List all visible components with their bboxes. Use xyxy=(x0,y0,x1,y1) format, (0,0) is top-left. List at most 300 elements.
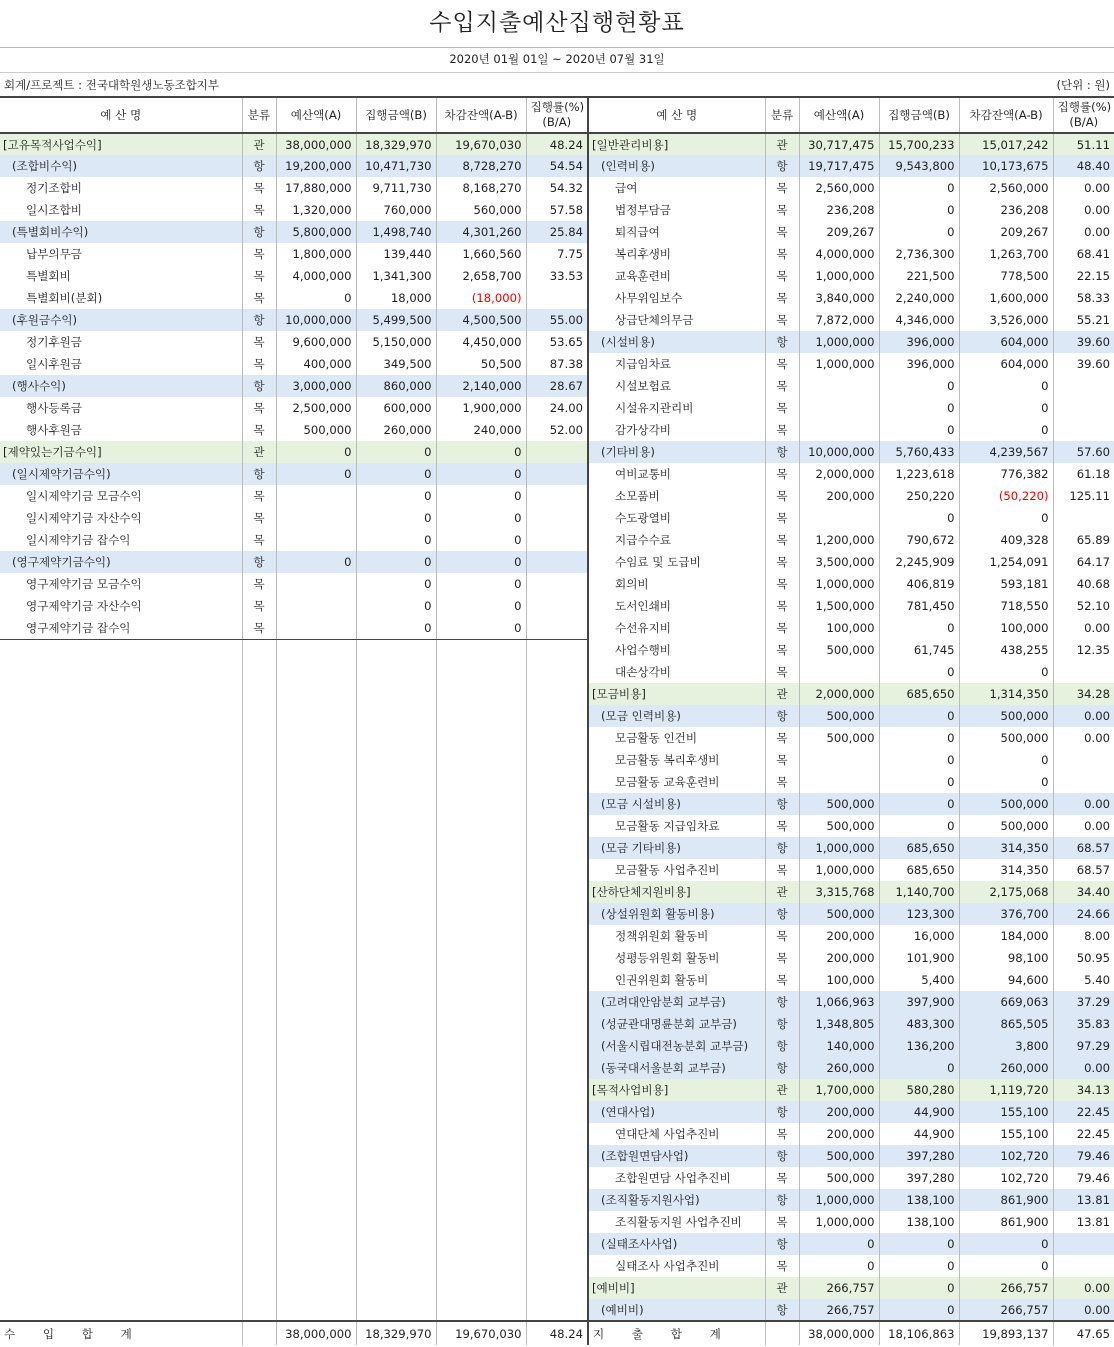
expense-spent: 397,900 xyxy=(879,991,959,1013)
income-budget: 400,000 xyxy=(276,353,356,375)
expense-balance: 593,181 xyxy=(959,573,1053,595)
income-empty-cell xyxy=(356,925,436,947)
expense-budget xyxy=(799,419,879,441)
income-type: 목 xyxy=(242,573,276,595)
table-row xyxy=(0,859,1114,881)
expense-rate xyxy=(1053,771,1114,793)
income-empty-cell xyxy=(242,1145,276,1167)
expense-balance: 778,500 xyxy=(959,265,1053,287)
income-empty-cell xyxy=(242,1035,276,1057)
expense-balance: 98,100 xyxy=(959,947,1053,969)
expense-type: 목 xyxy=(765,639,799,661)
expense-balance: 718,550 xyxy=(959,595,1053,617)
expense-type: 목 xyxy=(765,925,799,947)
expense-budget xyxy=(799,661,879,683)
income-type: 목 xyxy=(242,485,276,507)
income-spent: 0 xyxy=(356,529,436,551)
income-name: [제약있는기금수익] xyxy=(0,441,242,463)
expense-name: 감가상각비 xyxy=(588,419,765,441)
income-empty-cell xyxy=(276,925,356,947)
expense-rate: 0.00 xyxy=(1053,1277,1114,1299)
income-budget: 5,800,000 xyxy=(276,221,356,243)
table-row xyxy=(0,133,1114,155)
expense-type: 목 xyxy=(765,397,799,419)
col-header-rate xyxy=(1053,97,1114,133)
expense-name: (모금 시설비용) xyxy=(588,793,765,815)
table-row xyxy=(0,1189,1114,1211)
expense-name: 급여 xyxy=(588,177,765,199)
table-row xyxy=(0,815,1114,837)
expense-name: (동국대서울분회 교부금) xyxy=(588,1057,765,1079)
expense-name: (조직활동지원사업) xyxy=(588,1189,765,1211)
expense-name: 모금활동 사업추진비 xyxy=(588,859,765,881)
expense-name: 조직활동지원 사업추진비 xyxy=(588,1211,765,1233)
expense-name: 퇴직급여 xyxy=(588,221,765,243)
expense-name: (연대사업) xyxy=(588,1101,765,1123)
income-budget xyxy=(276,507,356,529)
expense-spent: 138,100 xyxy=(879,1211,959,1233)
income-type: 목 xyxy=(242,353,276,375)
expense-balance: 0 xyxy=(959,749,1053,771)
expense-balance: 100,000 xyxy=(959,617,1053,639)
expense-budget: 100,000 xyxy=(799,617,879,639)
expense-type: 목 xyxy=(765,463,799,485)
expense-rate: 13.81 xyxy=(1053,1211,1114,1233)
expense-budget: 200,000 xyxy=(799,485,879,507)
expense-balance: 376,700 xyxy=(959,903,1053,925)
expense-name: 수선유지비 xyxy=(588,617,765,639)
report-period: 2020년 01월 01일 ~ 2020년 07월 31일 xyxy=(449,52,665,66)
income-empty-cell xyxy=(526,661,588,683)
income-empty-cell xyxy=(356,1189,436,1211)
expense-total-balance: 19,893,137 xyxy=(959,1321,1053,1345)
expense-budget: 260,000 xyxy=(799,1057,879,1079)
income-name: 일시후원금 xyxy=(26,357,82,371)
income-empty-cell xyxy=(242,793,276,815)
expense-type: 항 xyxy=(765,331,799,353)
col-header-type: 분류 xyxy=(242,97,276,133)
expense-spent: 0 xyxy=(879,815,959,837)
income-name: 정기후원금 xyxy=(26,335,82,349)
income-balance: 4,500,500 xyxy=(436,309,526,331)
income-type: 항 xyxy=(242,309,276,331)
expense-name: (모금 인력비용) xyxy=(588,705,765,727)
income-empty-cell xyxy=(242,749,276,771)
income-empty-cell xyxy=(356,903,436,925)
expense-budget: 1,500,000 xyxy=(799,595,879,617)
expense-type: 목 xyxy=(765,815,799,837)
income-empty-cell xyxy=(0,1079,242,1101)
expense-type: 목 xyxy=(765,749,799,771)
expense-balance: 865,505 xyxy=(959,1013,1053,1035)
expense-type: 항 xyxy=(765,837,799,859)
expense-rate: 35.83 xyxy=(1053,1013,1114,1035)
expense-spent: 1,223,618 xyxy=(879,463,959,485)
expense-name: (인력비용) xyxy=(588,155,765,177)
income-rate: 55.00 xyxy=(526,309,588,331)
table-row xyxy=(0,1123,1114,1145)
income-budget xyxy=(276,595,356,617)
income-budget: 10,000,000 xyxy=(276,309,356,331)
expense-name: (고려대안암분회 교부금) xyxy=(588,991,765,1013)
income-empty-cell xyxy=(526,1035,588,1057)
income-empty-cell xyxy=(356,639,436,661)
expense-type: 목 xyxy=(765,353,799,375)
income-name: 행사등록금 xyxy=(26,401,82,415)
expense-spent: 0 xyxy=(879,1277,959,1299)
income-budget: 0 xyxy=(276,463,356,485)
expense-name: (모금 기타비용) xyxy=(588,837,765,859)
expense-balance: 0 xyxy=(959,375,1053,397)
income-budget: 3,000,000 xyxy=(276,375,356,397)
income-empty-cell xyxy=(276,1299,356,1321)
income-name: 일시제약기금 자산수익 xyxy=(26,511,142,525)
income-empty-cell xyxy=(436,793,526,815)
expense-type: 항 xyxy=(765,1035,799,1057)
expense-type: 목 xyxy=(765,551,799,573)
income-empty-cell xyxy=(276,1277,356,1299)
expense-balance: 409,328 xyxy=(959,529,1053,551)
income-empty-cell xyxy=(526,837,588,859)
income-empty-cell xyxy=(356,1035,436,1057)
table-row xyxy=(0,199,1114,221)
expense-name: 시설보험료 xyxy=(588,375,765,397)
expense-balance: 500,000 xyxy=(959,705,1053,727)
income-type: 항 xyxy=(242,155,276,177)
expense-spent: 2,736,300 xyxy=(879,243,959,265)
expense-rate: 12.35 xyxy=(1053,639,1114,661)
income-balance: 1,660,560 xyxy=(436,243,526,265)
table-row xyxy=(0,1057,1114,1079)
expense-spent: 0 xyxy=(879,793,959,815)
income-budget: 19,200,000 xyxy=(276,155,356,177)
expense-type: 목 xyxy=(765,243,799,265)
expense-budget: 0 xyxy=(799,1233,879,1255)
expense-balance: 1,600,000 xyxy=(959,287,1053,309)
expense-spent: 0 xyxy=(879,727,959,749)
expense-spent: 101,900 xyxy=(879,947,959,969)
expense-rate xyxy=(1053,1233,1114,1255)
income-budget: 4,000,000 xyxy=(276,265,356,287)
income-empty-cell xyxy=(436,903,526,925)
income-balance: 8,728,270 xyxy=(436,155,526,177)
table-row xyxy=(0,639,1114,661)
expense-budget: 1,000,000 xyxy=(799,837,879,859)
income-spent: 5,150,000 xyxy=(356,331,436,353)
income-rate xyxy=(526,529,588,551)
expense-type: 목 xyxy=(765,375,799,397)
expense-balance: 861,900 xyxy=(959,1189,1053,1211)
expense-spent: 0 xyxy=(879,1299,959,1321)
expense-rate: 57.60 xyxy=(1053,441,1114,463)
expense-budget: 500,000 xyxy=(799,727,879,749)
expense-type: 목 xyxy=(765,1255,799,1277)
expense-total-rate: 47.65 xyxy=(1053,1321,1114,1345)
income-empty-cell xyxy=(276,639,356,661)
income-type: 목 xyxy=(242,243,276,265)
table-row xyxy=(0,1079,1114,1101)
income-empty-cell xyxy=(436,1123,526,1145)
income-empty-cell xyxy=(276,1255,356,1277)
expense-balance: 0 xyxy=(959,419,1053,441)
table-row xyxy=(0,419,1114,441)
expense-name: 실태조사 사업추진비 xyxy=(588,1255,765,1277)
table-row xyxy=(0,309,1114,331)
expense-spent: 5,400 xyxy=(879,969,959,991)
expense-budget: 2,000,000 xyxy=(799,683,879,705)
expense-type: 관 xyxy=(765,133,799,155)
expense-balance: 500,000 xyxy=(959,793,1053,815)
table-row xyxy=(0,925,1114,947)
expense-balance: 3,526,000 xyxy=(959,309,1053,331)
income-empty-cell xyxy=(356,749,436,771)
expense-rate xyxy=(1053,749,1114,771)
expense-name: 조합원면담 사업추진비 xyxy=(588,1167,765,1189)
expense-spent: 123,300 xyxy=(879,903,959,925)
expense-spent: 250,220 xyxy=(879,485,959,507)
income-empty-cell xyxy=(356,1145,436,1167)
expense-rate: 0.00 xyxy=(1053,727,1114,749)
income-empty-cell xyxy=(356,705,436,727)
expense-budget xyxy=(799,507,879,529)
expense-budget: 266,757 xyxy=(799,1299,879,1321)
expense-name: [산하단체지원비용] xyxy=(588,881,765,903)
income-empty-cell xyxy=(436,749,526,771)
expense-name: 도서인쇄비 xyxy=(588,595,765,617)
income-empty-cell xyxy=(0,639,242,661)
table-row xyxy=(0,837,1114,859)
expense-type: 항 xyxy=(765,793,799,815)
expense-spent: 0 xyxy=(879,617,959,639)
income-empty-cell xyxy=(242,1299,276,1321)
expense-rate xyxy=(1053,661,1114,683)
income-empty-cell xyxy=(436,925,526,947)
expense-spent: 685,650 xyxy=(879,837,959,859)
expense-budget: 500,000 xyxy=(799,639,879,661)
report-meta xyxy=(0,72,1114,96)
income-empty-cell xyxy=(0,859,242,881)
table-row xyxy=(0,881,1114,903)
expense-rate: 37.29 xyxy=(1053,991,1114,1013)
income-empty-cell xyxy=(242,881,276,903)
expense-type: 항 xyxy=(765,1057,799,1079)
expense-spent: 136,200 xyxy=(879,1035,959,1057)
col-header-budget: 예산액(A) xyxy=(276,97,356,133)
income-empty-cell xyxy=(0,1035,242,1057)
income-empty-cell xyxy=(526,903,588,925)
table-row xyxy=(0,353,1114,375)
expense-budget: 3,315,768 xyxy=(799,881,879,903)
income-budget xyxy=(276,485,356,507)
expense-name: [모금비용] xyxy=(588,683,765,705)
expense-spent: 221,500 xyxy=(879,265,959,287)
income-name: (영구제약기금수익) xyxy=(0,551,242,573)
expense-balance: 669,063 xyxy=(959,991,1053,1013)
expense-spent: 0 xyxy=(879,419,959,441)
income-type: 목 xyxy=(242,419,276,441)
expense-balance: 2,560,000 xyxy=(959,177,1053,199)
income-empty-cell xyxy=(526,881,588,903)
expense-type: 관 xyxy=(765,1079,799,1101)
income-name: (행사수익) xyxy=(0,375,242,397)
expense-spent: 397,280 xyxy=(879,1145,959,1167)
expense-name: [일반관리비용] xyxy=(588,133,765,155)
income-spent: 0 xyxy=(356,463,436,485)
expense-budget xyxy=(799,771,879,793)
income-empty-cell xyxy=(242,1233,276,1255)
income-empty-cell xyxy=(356,1057,436,1079)
expense-budget: 140,000 xyxy=(799,1035,879,1057)
income-name: 특별회비(분회) xyxy=(26,291,103,305)
income-empty-cell xyxy=(0,991,242,1013)
income-type: 항 xyxy=(242,463,276,485)
income-type: 목 xyxy=(242,507,276,529)
income-balance: 19,670,030 xyxy=(436,133,526,155)
expense-type: 목 xyxy=(765,727,799,749)
expense-budget: 3,840,000 xyxy=(799,287,879,309)
income-empty-cell xyxy=(526,1255,588,1277)
expense-type: 목 xyxy=(765,595,799,617)
expense-rate: 0.00 xyxy=(1053,815,1114,837)
income-rate xyxy=(526,485,588,507)
expense-spent: 44,900 xyxy=(879,1123,959,1145)
expense-spent: 397,280 xyxy=(879,1167,959,1189)
header-row xyxy=(0,97,1114,133)
expense-spent: 0 xyxy=(879,397,959,419)
income-rate xyxy=(526,551,588,573)
expense-name: 법정부담금 xyxy=(588,199,765,221)
income-budget xyxy=(276,617,356,639)
income-empty-cell xyxy=(242,815,276,837)
expense-name: (기타비용) xyxy=(588,441,765,463)
unit-label: (단위 : 원) xyxy=(1056,77,1110,92)
expense-rate: 22.45 xyxy=(1053,1101,1114,1123)
expense-balance: 155,100 xyxy=(959,1123,1053,1145)
expense-budget: 2,000,000 xyxy=(799,463,879,485)
income-total-spent: 18,329,970 xyxy=(356,1321,436,1345)
table-row xyxy=(0,1035,1114,1057)
expense-balance: 861,900 xyxy=(959,1211,1053,1233)
income-spent: 0 xyxy=(356,573,436,595)
col-header-balance: 차감잔액(A-B) xyxy=(959,97,1053,133)
expense-spent: 0 xyxy=(879,661,959,683)
expense-spent: 0 xyxy=(879,705,959,727)
income-empty-cell xyxy=(0,727,242,749)
income-rate: 54.54 xyxy=(526,155,588,177)
income-empty-cell xyxy=(436,1101,526,1123)
income-name: (특별회비수익) xyxy=(0,221,242,243)
income-empty-cell xyxy=(242,903,276,925)
expense-spent: 0 xyxy=(879,221,959,243)
income-type: 목 xyxy=(242,287,276,309)
expense-budget: 1,700,000 xyxy=(799,1079,879,1101)
expense-budget: 7,872,000 xyxy=(799,309,879,331)
income-rate: 57.58 xyxy=(526,199,588,221)
expense-budget: 2,560,000 xyxy=(799,177,879,199)
expense-type: 항 xyxy=(765,1013,799,1035)
income-empty-cell xyxy=(436,1299,526,1321)
col-header-spent: 집행금액(B) xyxy=(356,97,436,133)
income-empty-cell xyxy=(356,1277,436,1299)
expense-balance: 438,255 xyxy=(959,639,1053,661)
expense-type: 관 xyxy=(765,1277,799,1299)
expense-budget: 0 xyxy=(799,1255,879,1277)
table-row xyxy=(0,1277,1114,1299)
income-empty-cell xyxy=(0,1255,242,1277)
income-rate: 28.67 xyxy=(526,375,588,397)
expense-name: 모금활동 교육훈련비 xyxy=(588,771,765,793)
income-empty-cell xyxy=(436,683,526,705)
income-empty-cell xyxy=(526,705,588,727)
income-empty-cell xyxy=(0,661,242,683)
expense-balance: 10,173,675 xyxy=(959,155,1053,177)
income-empty-cell xyxy=(242,1211,276,1233)
expense-spent: 0 xyxy=(879,375,959,397)
expense-spent: 0 xyxy=(879,507,959,529)
expense-type: 항 xyxy=(765,1101,799,1123)
expense-budget: 200,000 xyxy=(799,947,879,969)
expense-balance: 184,000 xyxy=(959,925,1053,947)
expense-balance: 102,720 xyxy=(959,1145,1053,1167)
income-rate: 7.75 xyxy=(526,243,588,265)
income-spent: 0 xyxy=(356,441,436,463)
income-empty-cell xyxy=(526,1189,588,1211)
expense-type: 목 xyxy=(765,419,799,441)
expense-rate: 5.40 xyxy=(1053,969,1114,991)
income-empty-cell xyxy=(436,1277,526,1299)
income-rate: 87.38 xyxy=(526,353,588,375)
income-budget: 9,600,000 xyxy=(276,331,356,353)
expense-name: 정책위원회 활동비 xyxy=(588,925,765,947)
income-empty-cell xyxy=(276,837,356,859)
table-row xyxy=(0,155,1114,177)
expense-rate: 48.40 xyxy=(1053,155,1114,177)
income-empty-cell xyxy=(526,771,588,793)
income-empty-cell xyxy=(0,1101,242,1123)
income-spent: 260,000 xyxy=(356,419,436,441)
expense-name: 수임료 및 도급비 xyxy=(588,551,765,573)
expense-rate: 79.46 xyxy=(1053,1145,1114,1167)
expense-rate: 68.57 xyxy=(1053,837,1114,859)
income-empty-cell xyxy=(0,837,242,859)
expense-name: [목적사업비용] xyxy=(588,1079,765,1101)
income-balance: 0 xyxy=(436,441,526,463)
income-rate xyxy=(526,287,588,309)
income-name: 일시제약기금 잡수익 xyxy=(26,533,131,547)
income-empty-cell xyxy=(276,1167,356,1189)
income-empty-cell xyxy=(526,991,588,1013)
income-rate xyxy=(526,463,588,485)
expense-type: 관 xyxy=(765,881,799,903)
expense-spent: 0 xyxy=(879,177,959,199)
expense-name: [예비비] xyxy=(588,1277,765,1299)
expense-name: (시설비용) xyxy=(588,331,765,353)
income-empty-cell xyxy=(0,705,242,727)
income-empty-cell xyxy=(356,969,436,991)
expense-balance: 500,000 xyxy=(959,815,1053,837)
income-empty-cell xyxy=(276,1079,356,1101)
table-row xyxy=(0,243,1114,265)
income-empty-cell xyxy=(526,925,588,947)
col-header-type: 분류 xyxy=(765,97,799,133)
income-empty-cell xyxy=(0,1299,242,1321)
income-empty-cell xyxy=(436,837,526,859)
expense-name: 지급수수료 xyxy=(588,529,765,551)
expense-budget xyxy=(799,749,879,771)
table-row xyxy=(0,771,1114,793)
income-empty-cell xyxy=(356,947,436,969)
expense-type: 항 xyxy=(765,1233,799,1255)
